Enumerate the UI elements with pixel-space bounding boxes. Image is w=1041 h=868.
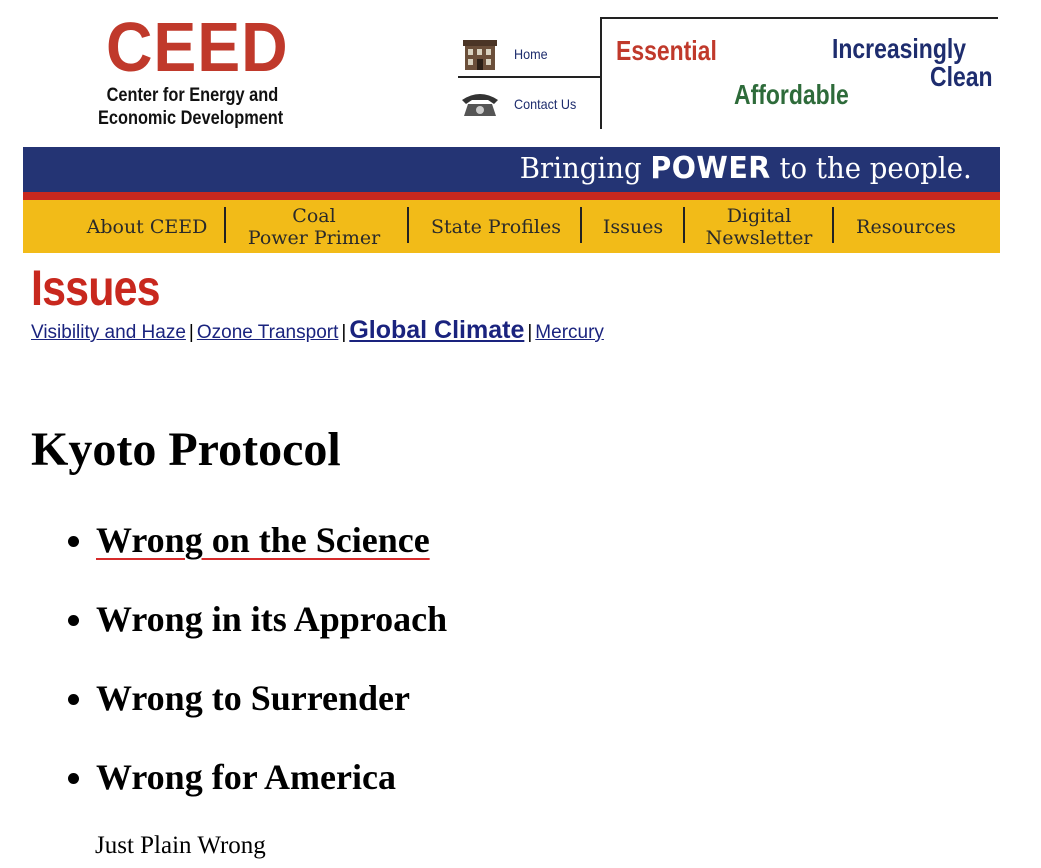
point-text: Wrong for America (96, 757, 396, 797)
utility-nav (458, 32, 601, 130)
nav-state-profiles[interactable] (415, 200, 577, 253)
nav-label-line2: Newsletter (705, 226, 813, 249)
contact-label: Contact Us (514, 96, 577, 112)
logo-mark: CEED (106, 8, 289, 86)
slogan-text (520, 151, 972, 186)
link-global-climate[interactable]: Global Climate (349, 316, 525, 344)
building-icon (458, 38, 502, 70)
nav-about-ceed[interactable] (67, 200, 227, 253)
nav-resources[interactable] (841, 200, 971, 253)
list-item (96, 676, 447, 720)
nav-divider (407, 207, 409, 243)
footnote: Just Plain Wrong (95, 832, 266, 859)
point-text: Wrong on the Science (96, 520, 430, 560)
page-title: Kyoto Protocol (31, 423, 341, 476)
nav-divider (683, 207, 685, 243)
list-item (96, 755, 447, 799)
point-text: Wrong to Surrender (96, 678, 411, 718)
tagline-affordable: Affordable (734, 79, 849, 110)
slogan-suffix: to the people. (770, 151, 972, 185)
link-ozone-transport[interactable]: Ozone Transport (196, 322, 339, 343)
logo-subtitle-line2: Economic Development (98, 108, 284, 129)
nav-digital-newsletter[interactable] (689, 200, 829, 253)
nav-label-line1: Digital (726, 204, 792, 227)
subnav-separator: | (527, 322, 533, 343)
link-mercury[interactable]: Mercury (535, 322, 604, 343)
list-item (96, 597, 447, 641)
point-text: Wrong in its Approach (96, 599, 448, 639)
nav-divider (224, 207, 226, 243)
nav-issues[interactable] (585, 200, 681, 253)
subnav-separator: | (341, 322, 347, 343)
home-label: Home (514, 46, 548, 62)
nav-divider (580, 207, 582, 243)
nav-divider (832, 207, 834, 243)
logo-subtitle-line1: Center for Energy and (106, 85, 279, 106)
nav-label: About CEED (86, 215, 208, 238)
subnav-separator: | (188, 322, 194, 343)
slogan-power: POWER (650, 151, 771, 186)
nav-label-line2: Power Primer (247, 226, 381, 249)
slogan-banner (23, 147, 1000, 192)
nav-coal-power-primer[interactable] (229, 200, 399, 253)
main-nav (23, 200, 1000, 253)
issues-subnav (31, 316, 604, 345)
tagline-box (600, 17, 998, 129)
nav-label: State Profiles (431, 215, 561, 238)
nav-label-line1: Coal (292, 204, 336, 227)
nav-label: Resources (856, 215, 956, 238)
home-link[interactable] (458, 32, 601, 76)
link-visibility-and-haze[interactable]: Visibility and Haze (31, 322, 186, 343)
nav-label: Issues (602, 215, 664, 238)
banner-accent-bar (23, 192, 1000, 200)
section-title: Issues (31, 260, 160, 316)
tagline-essential: Essential (616, 35, 717, 66)
ceed-logo[interactable] (98, 8, 308, 130)
slogan-prefix: Bringing (519, 151, 651, 185)
logo-subtitle (98, 84, 284, 130)
tagline-clean: Clean (930, 61, 993, 92)
points-list (46, 518, 447, 834)
contact-link[interactable] (458, 76, 601, 130)
list-item (96, 518, 447, 562)
tagline-increasingly: Increasingly (832, 33, 966, 64)
telephone-icon (458, 90, 502, 118)
